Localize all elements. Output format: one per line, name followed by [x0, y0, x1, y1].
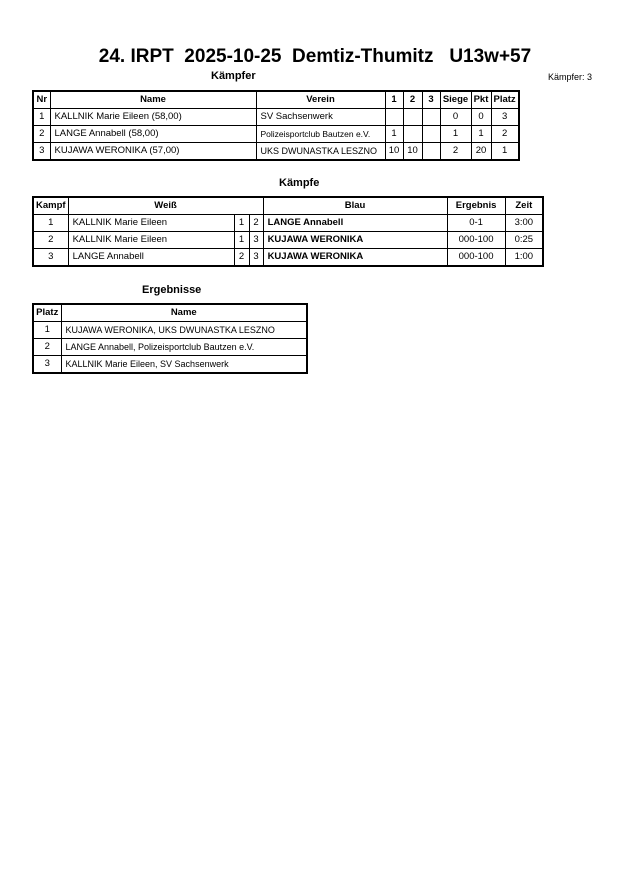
fighter-round-1: 1: [385, 126, 403, 143]
fighter-platz: 2: [491, 126, 519, 143]
fights-header-row: [33, 197, 543, 215]
result-place: 1: [33, 322, 61, 339]
table-row: [33, 232, 543, 249]
fights-section-title: Kämpfe: [279, 177, 320, 189]
col-name: Name: [50, 91, 256, 109]
fight-blue: KUJAWA WERONIKA: [263, 249, 447, 267]
fighter-round-2: 10: [403, 143, 422, 161]
results-header-row: [33, 304, 307, 322]
fighter-club: SV Sachsenwerk: [256, 109, 385, 126]
fighter-round-2: [403, 126, 422, 143]
col-ergebnis: Ergebnis: [447, 197, 505, 215]
fighter-name: KALLNIK Marie Eileen (58,00): [50, 109, 256, 126]
fighter-platz: 3: [491, 109, 519, 126]
col-round-2: 2: [403, 91, 422, 109]
fighter-club: UKS DWUNASTKA LESZNO: [256, 143, 385, 161]
fight-blue-nr: 3: [249, 249, 263, 267]
fighter-round-3: [422, 109, 440, 126]
fight-number: 2: [33, 232, 68, 249]
col-siege: Siege: [440, 91, 471, 109]
result-place: 3: [33, 356, 61, 374]
fight-result: 000-100: [447, 249, 505, 267]
fight-time: 3:00: [505, 215, 543, 232]
fighter-pkt: 1: [471, 126, 491, 143]
fighter-nr: 2: [33, 126, 50, 143]
table-row: [33, 109, 519, 126]
fighters-count: Kämpfer: 3: [548, 72, 593, 82]
col-kampf: Kampf: [33, 197, 68, 215]
col-verein: Verein: [256, 91, 385, 109]
fight-result: 000-100: [447, 232, 505, 249]
table-row: [33, 339, 307, 356]
fighter-round-1: [385, 109, 403, 126]
fight-number: 3: [33, 249, 68, 267]
result-place: 2: [33, 339, 61, 356]
page-title: 24. IRPT 2025-10-25 Demtiz-Thumitz U13w+57: [98, 46, 532, 67]
fight-time: 1:00: [505, 249, 543, 267]
fighters-section-title: Kämpfer: [211, 70, 256, 82]
fighter-pkt: 0: [471, 109, 491, 126]
fighters-table: [32, 90, 520, 161]
table-row: [33, 249, 543, 267]
col-platz: Platz: [33, 304, 61, 322]
fight-white-nr: 1: [234, 215, 249, 232]
col-nr: Nr: [33, 91, 50, 109]
fighter-platz: 1: [491, 143, 519, 161]
col-platz: Platz: [491, 91, 519, 109]
fight-white: KALLNIK Marie Eileen: [68, 232, 234, 249]
result-name: KALLNIK Marie Eileen, SV Sachsenwerk: [61, 356, 307, 374]
fighter-name: LANGE Annabell (58,00): [50, 126, 256, 143]
col-pkt: Pkt: [471, 91, 491, 109]
col-name: Name: [61, 304, 307, 322]
fighter-siege: 1: [440, 126, 471, 143]
col-blau: Blau: [263, 197, 447, 215]
fighter-siege: 0: [440, 109, 471, 126]
fight-white-nr: 1: [234, 232, 249, 249]
fight-blue-nr: 2: [249, 215, 263, 232]
fight-number: 1: [33, 215, 68, 232]
col-weiss: Weiß: [68, 197, 263, 215]
col-round-3: 3: [422, 91, 440, 109]
fight-blue: LANGE Annabell: [263, 215, 447, 232]
table-row: [33, 356, 307, 374]
fight-white: LANGE Annabell: [68, 249, 234, 267]
result-name: LANGE Annabell, Polizeisportclub Bautzen e.V.: [61, 339, 307, 356]
fighter-club: Polizeisportclub Bautzen e.V.: [256, 126, 385, 143]
fighters-header-row: [33, 91, 519, 109]
results-table: [32, 303, 308, 374]
fight-white-nr: 2: [234, 249, 249, 267]
fight-blue-nr: 3: [249, 232, 263, 249]
fighter-nr: 1: [33, 109, 50, 126]
fighter-round-3: [422, 126, 440, 143]
col-zeit: Zeit: [505, 197, 543, 215]
table-row: [33, 215, 543, 232]
fight-time: 0:25: [505, 232, 543, 249]
fights-table: [32, 196, 544, 267]
result-name: KUJAWA WERONIKA, UKS DWUNASTKA LESZNO: [61, 322, 307, 339]
fighter-round-1: 10: [385, 143, 403, 161]
col-round-1: 1: [385, 91, 403, 109]
fight-result: 0-1: [447, 215, 505, 232]
table-row: [33, 143, 519, 161]
table-row: [33, 322, 307, 339]
fight-blue: KUJAWA WERONIKA: [263, 232, 447, 249]
fighter-nr: 3: [33, 143, 50, 161]
fighter-round-2: [403, 109, 422, 126]
table-row: [33, 126, 519, 143]
fight-white: KALLNIK Marie Eileen: [68, 215, 234, 232]
results-section-title: Ergebnisse: [142, 284, 202, 296]
fighter-name: KUJAWA WERONIKA (57,00): [50, 143, 256, 161]
fighter-pkt: 20: [471, 143, 491, 161]
fighter-round-3: [422, 143, 440, 161]
fighter-siege: 2: [440, 143, 471, 161]
